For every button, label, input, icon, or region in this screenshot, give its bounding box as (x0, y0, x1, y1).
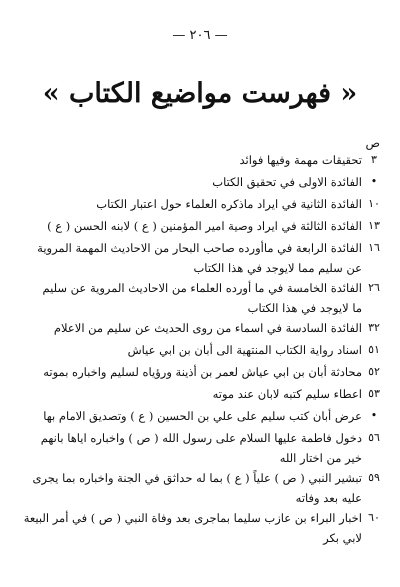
toc-entry-page: ١٣ (368, 219, 380, 232)
toc-entry-text: تحقيقات مهمة وفيها فوائد (239, 153, 362, 167)
toc-entry-body (10, 238, 362, 278)
toc-entry-page: ٢٦ (368, 281, 380, 294)
toc-entry-text: اخبار البراء بن عازب سليما بماجرى بعد وفاة النبي ( ص ) في أمر البيعة (23, 511, 362, 525)
toc-entry-page: ٥٢ (368, 365, 380, 378)
page-column-header: ص (365, 136, 380, 150)
toc-entry (10, 216, 386, 238)
page-title: « فهرست مواضيع الكتاب » (42, 78, 358, 109)
toc-entry-body (10, 468, 362, 508)
toc-entry-text: دخول فاطمة عليها السلام على رسول الله ( ص ) واخباره اياها بانهم (40, 431, 362, 445)
toc-entry-page: ٦٠ (368, 511, 380, 524)
toc-entry-page: ٥٦ (368, 431, 380, 444)
toc-entry-body (10, 508, 362, 548)
toc-entry (10, 318, 386, 340)
page-number: — ٢٠٦ — (172, 28, 228, 43)
toc-entry (10, 508, 386, 548)
toc-entry (10, 362, 386, 384)
toc-entry (10, 172, 386, 194)
toc-entry-text: تبشير النبي ( ص ) علياً ( ع ) بما له حداثق في الجنة واخباره بما يجرى (32, 471, 362, 485)
toc-entry (10, 340, 386, 362)
toc-entry (10, 384, 386, 406)
toc-entry-page: ١٦ (368, 241, 380, 254)
toc-entry (10, 150, 386, 172)
toc-entry-page: ٥٣ (368, 387, 380, 400)
toc-entry (10, 428, 386, 468)
toc-entry-text: الفائدة الرابعة في ماأورده صاحب البحار من الاحاديث المهمة المروية (37, 241, 362, 255)
toc-entry-continuation: ما لايوجد في هذا الكتاب (247, 301, 362, 315)
toc-entry-continuation: عليه بعد وفاته (295, 491, 362, 505)
toc-entry-page: • (370, 409, 378, 422)
toc-entry-text: محادثة أبان بن ابي عياش لعمر بن أذينة ورؤياه لسليم واخباره بموته (43, 365, 362, 379)
toc-entry-page: ٣٢ (368, 321, 380, 334)
toc-entry-text: اسناد رواية الكتاب المنتهية الى أبان بن ابي عياش (127, 343, 362, 357)
toc-entry (10, 278, 386, 318)
toc-entry-page: ٣ (371, 153, 377, 166)
toc-entry-text: الفائدة الخامسة في ما أورده العلماء من الاحاديث المروية عن سليم (42, 281, 362, 295)
toc-entry-text: الفائدة الثانية في ايراد ماذكره العلماء حول اعتبار الكتاب (96, 197, 362, 211)
toc-entry-continuation: خير من اختار الله (279, 451, 362, 465)
toc-entry-continuation: لابي بكر (323, 531, 362, 545)
toc-entry-text: الفائدة السادسة في اسماء من روى الحديث عن سليم من الاعلام (53, 321, 362, 335)
toc-entry-text: الفائدة الثالثة في ايراد وصية امير المؤمنين ( ع ) لابنه الحسن ( ع ) (47, 219, 362, 233)
toc-entry (10, 194, 386, 216)
toc-entry-text: اعطاء سليم كتبه لابان عند موته (212, 387, 362, 401)
toc-entry-page: ١٠ (368, 197, 380, 210)
toc-entry-body (10, 278, 362, 318)
toc-entry-continuation: عن سليم مما لايوجد في هذا الكتاب (193, 261, 362, 275)
toc-entry-page: ٥٩ (368, 471, 380, 484)
table-of-contents (10, 150, 386, 548)
toc-entry-page: ٥١ (368, 343, 380, 356)
toc-entry-page: • (370, 175, 378, 188)
toc-entry-text: عرض أبان كتب سليم على علي بن الحسين ( ع ) وتصديق الامام بها (43, 409, 362, 423)
toc-entry-text: الفائدة الاولى في تحقيق الكتاب (212, 175, 362, 189)
toc-entry (10, 406, 386, 428)
toc-entry-body (10, 428, 362, 468)
toc-entry (10, 238, 386, 278)
toc-entry (10, 468, 386, 508)
